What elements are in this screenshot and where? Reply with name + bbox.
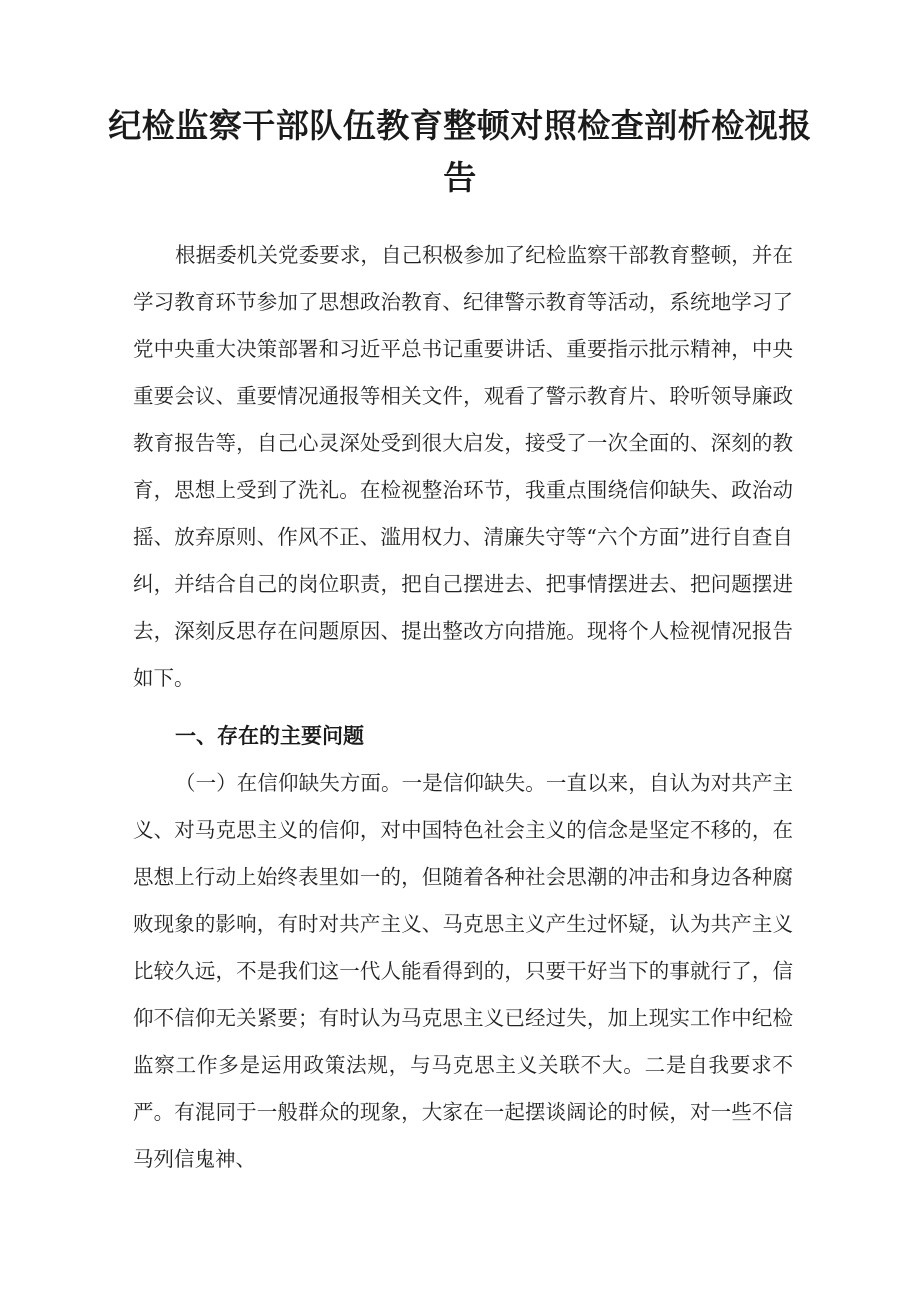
section-paragraph: （一）在信仰缺失方面。一是信仰缺失。一直以来，自认为对共产主义、对马克思主义的信仰，对中国特色社会主义的信念是坚定不移的，在思想上行动上始终表里如一的，但随着各种社会思潮的冲击和身边各种腐败现象的影响，有时对共产主义、马克思主义产生过怀疑，认为共产主义比较久远，不是我们这一代人能看得到的，只要干好当下的事就行了，信仰不信仰无关紧要；有时认为马克思主义已经过失，加上现实工作中纪检监察工作多是运用政策法规，与马克思主义关联不大。二是自我要求不严。有混同于一般群众的现象，大家在一起摆谈阔论的时候，对一些不信马列信鬼神、 bbox=[133, 771, 793, 1171]
document-title: 纪检监察干部队伍教育整顿对照检查剖析检视报告 bbox=[108, 106, 812, 197]
section-heading: 一、存在的主要问题 bbox=[175, 724, 364, 748]
intro-paragraph: 根据委机关党委要求，自己积极参加了纪检监察干部教育整顿，并在学习教育环节参加了思想政治教育、纪律警示教育等活动，系统地学习了党中央重大决策部署和习近平总书记重要讲话、重要指示批示精神，中央重要会议、重要情况通报等相关文件，观看了警示教育片、聆听领导廉政教育报告等，自己心灵深处受到很大启发，接受了一次全面的、深刻的教育，思想上受到了洗礼。在检视整治环节，我重点围绕信仰缺失、政治动摇、放弃原则、作风不正、滥用权力、清廉失守等“六个方面”进行自查自纠，并结合自己的岗位职责，把自己摆进去、把事情摆进去、把问题摆进去，深刻反思存在问题原因、提出整改方向措施。现将个人检视情况报告如下。 bbox=[133, 243, 793, 690]
